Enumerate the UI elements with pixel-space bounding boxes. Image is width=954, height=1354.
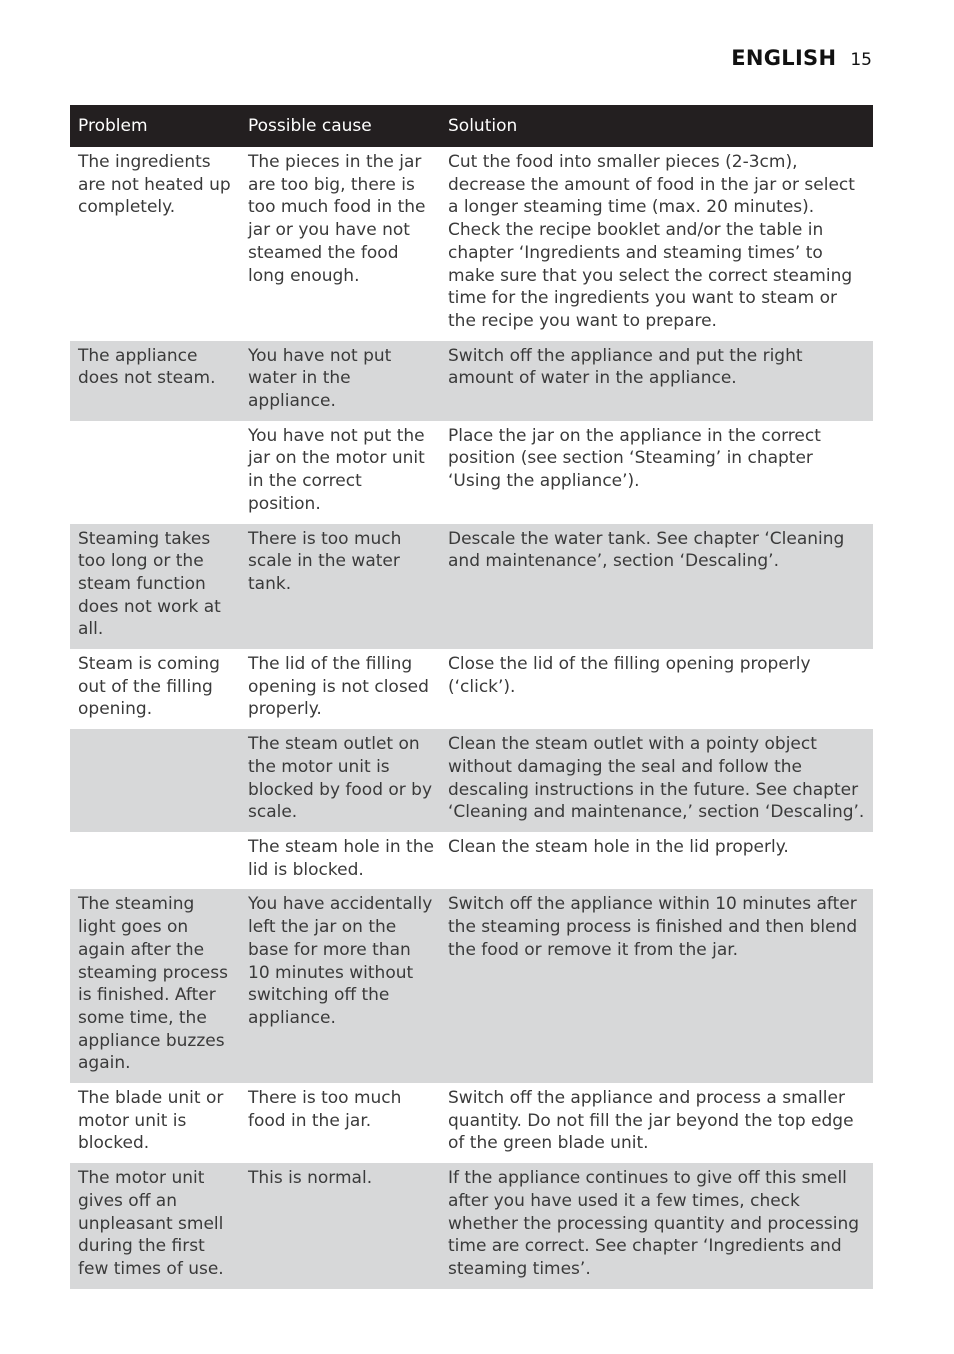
page-number: 15	[850, 50, 872, 70]
table-row	[70, 421, 873, 524]
solution-cell: Switch off the appliance and process a smaller quantity. Do not fill the jar beyond the top edge of the green blade unit.	[448, 1088, 854, 1154]
solution-cell: Switch off the appliance and put the right amount of water in the appliance.	[440, 341, 873, 421]
problem-cell	[70, 729, 240, 832]
solution-cell: Cut the food into smaller pieces (2-3cm), decrease the amount of food in the jar or select a longer steaming time (max. 20 minutes). Check the recipe booklet and/or the table in chapter ‘Ingredients and steaming times’ to make sure that you select the correct steaming time for the ingredients you want to steam or the recipe you want to prepare.	[448, 152, 855, 331]
column-header-problem: Problem	[70, 105, 240, 147]
cause-cell: There is too much food in the jar.	[248, 1088, 402, 1131]
language-label: ENGLISH	[731, 46, 837, 70]
solution-cell: Clean the steam hole in the lid properly.	[448, 836, 789, 857]
solution-cell: If the appliance continues to give off this smell after you have used it a few times, check whether the processing quantity and processing time are correct. See chapter ‘Ingredients and steaming times’.	[440, 1163, 873, 1289]
solution-cell: Clean the steam outlet with a pointy object without damaging the seal and follow the descaling instructions in the future. See chapter ‘Cleaning and maintenance,’ section ‘Descaling’.	[440, 729, 873, 832]
solution-cell: Close the lid of the filling opening properly (‘click’).	[448, 654, 811, 697]
cause-cell: There is too much scale in the water tank.	[240, 524, 440, 650]
table-row	[70, 1083, 873, 1163]
table-row	[70, 147, 873, 341]
cause-cell: This is normal.	[240, 1163, 440, 1289]
problem-cell: The ingredients are not heated up completely.	[78, 152, 231, 218]
cause-cell: You have not put the jar on the motor unit in the correct position.	[248, 425, 425, 514]
troubleshooting-table	[70, 105, 873, 1289]
cause-cell: The lid of the filling opening is not closed properly.	[248, 654, 429, 720]
cause-cell: The steam outlet on the motor unit is blocked by food or by scale.	[240, 729, 440, 832]
cause-cell: The pieces in the jar are too big, there is too much food in the jar or you have not steamed the food long enough.	[248, 152, 426, 286]
problem-cell	[70, 421, 240, 524]
problem-cell: Steam is coming out of the filling opening.	[78, 654, 220, 720]
solution-cell: Descale the water tank. See chapter ‘Cleaning and maintenance’, section ‘Descaling’.	[440, 524, 873, 650]
table-row	[70, 649, 873, 729]
table-row	[70, 889, 873, 1083]
column-header-solution: Solution	[440, 105, 873, 147]
cause-cell: You have not put water in the appliance.	[240, 341, 440, 421]
cause-cell: The steam hole in the lid is blocked.	[248, 836, 434, 880]
problem-cell: The steaming light goes on again after the steaming process is finished. After some time, the appliance buzzes again.	[70, 889, 240, 1083]
table-row	[70, 832, 873, 889]
table-row	[70, 729, 873, 832]
problem-cell: The motor unit gives off an unpleasant smell during the first few times of use.	[70, 1163, 240, 1289]
table-header-row	[70, 105, 873, 147]
problem-cell: The blade unit or motor unit is blocked.	[78, 1088, 224, 1154]
cause-cell: You have accidentally left the jar on the base for more than 10 minutes without switching off the appliance.	[240, 889, 440, 1083]
solution-cell: Switch off the appliance within 10 minutes after the steaming process is finished and then blend the food or remove it from the jar.	[440, 889, 873, 1083]
problem-cell: Steaming takes too long or the steam function does not work at all.	[70, 524, 240, 650]
column-header-cause: Possible cause	[240, 105, 440, 147]
page-header	[731, 46, 872, 70]
problem-cell: The appliance does not steam.	[70, 341, 240, 421]
problem-cell	[70, 832, 240, 889]
table-row	[70, 1163, 873, 1289]
solution-cell: Place the jar on the appliance in the correct position (see section ‘Steaming’ in chapter ‘Using the appliance’).	[448, 425, 821, 492]
table-row	[70, 341, 873, 421]
table-row	[70, 524, 873, 650]
